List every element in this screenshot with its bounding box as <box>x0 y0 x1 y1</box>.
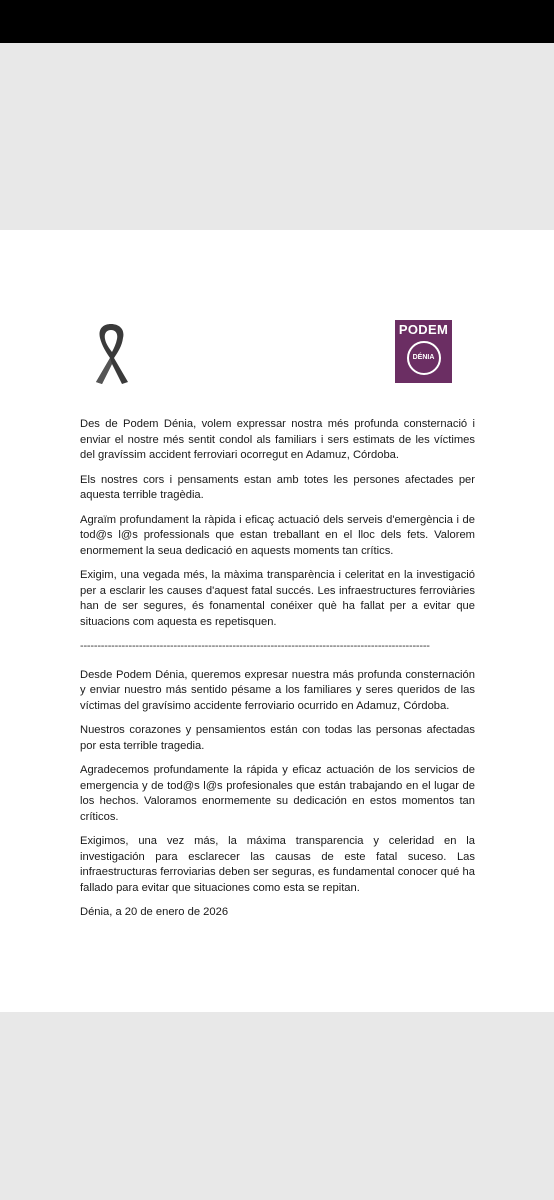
paragraph-es-3: Agradecemos profundamente la rápida y eficaz actuación de los servicios de emergencia y de tod@s l@s profesionales que están trabajando en el lugar de los hechos. Valoramos enormemente su dedicación en estos momentos tan críticos. <box>80 764 475 823</box>
paragraph-val-1: Des de Podem Dénia, volem expressar nostra més profunda consternació i enviar el nostre més sentit condol als familiars i sers estimats de les víctimes del gravíssim accident ferroviari ocorregut en Adamuz, Córdoba. <box>80 418 475 461</box>
status-bar <box>0 0 554 43</box>
language-divider: ----------------------------------------------------------------------------------------------------- <box>80 640 430 652</box>
paragraph-es-4: Exigimos, una vez más, la máxima transparencia y celeridad en la investigación para esclarecer las causas de este fatal suceso. Las infraestructuras ferroviarias deben ser seguras, es fundamental conocer qué ha fallado para evitar que situaciones como esta se repitan. <box>80 835 475 894</box>
paragraph-es-1: Desde Podem Dénia, queremos expresar nuestra más profunda consternación y enviar nuestro más sentido pésame a los familiares y seres queridos de las víctimas del gravísimo accidente ferroviario ocurrido en Adamuz, Córdoba. <box>80 668 475 712</box>
mourning-ribbon-icon <box>88 320 134 386</box>
logo-top-text: PODEM <box>398 322 449 337</box>
viewer-background-bottom <box>0 1012 554 1200</box>
logo-circle <box>407 341 441 375</box>
letter-date: Dénia, a 20 de enero de 2026 <box>80 906 229 918</box>
paragraph-es-2: Nuestros corazones y pensamientos están con todas las personas afectadas por esta terrible tragedia. <box>80 724 475 752</box>
paragraph-val-4: Exigim, una vegada més, la màxima transparència i celeritat en la investigació per a esclarir les causes d'aquest fatal succés. Les infraestructures ferroviàries han de ser segures, és fonamental conéixer què ha fallat per a evitar que situacions com aquesta es repetisquen. <box>80 569 475 628</box>
viewer-background-top <box>0 43 554 230</box>
podem-denia-logo <box>395 320 452 383</box>
document-page <box>0 230 554 1012</box>
logo-bottom-text: DÉNIA <box>412 354 435 361</box>
paragraph-val-3: Agraïm profundament la ràpida i eficaç actuació dels serveis d'emergència i de tod@s l@s professionals que estan treballant en el lloc dels fets. Valorem enormement la seua dedicació en aquests moments tan crítics. <box>80 513 475 557</box>
letter-body <box>80 417 475 930</box>
paragraph-val-2: Els nostres cors i pensaments estan amb totes les persones afectades per aquesta terrible tragèdia. <box>80 473 475 501</box>
